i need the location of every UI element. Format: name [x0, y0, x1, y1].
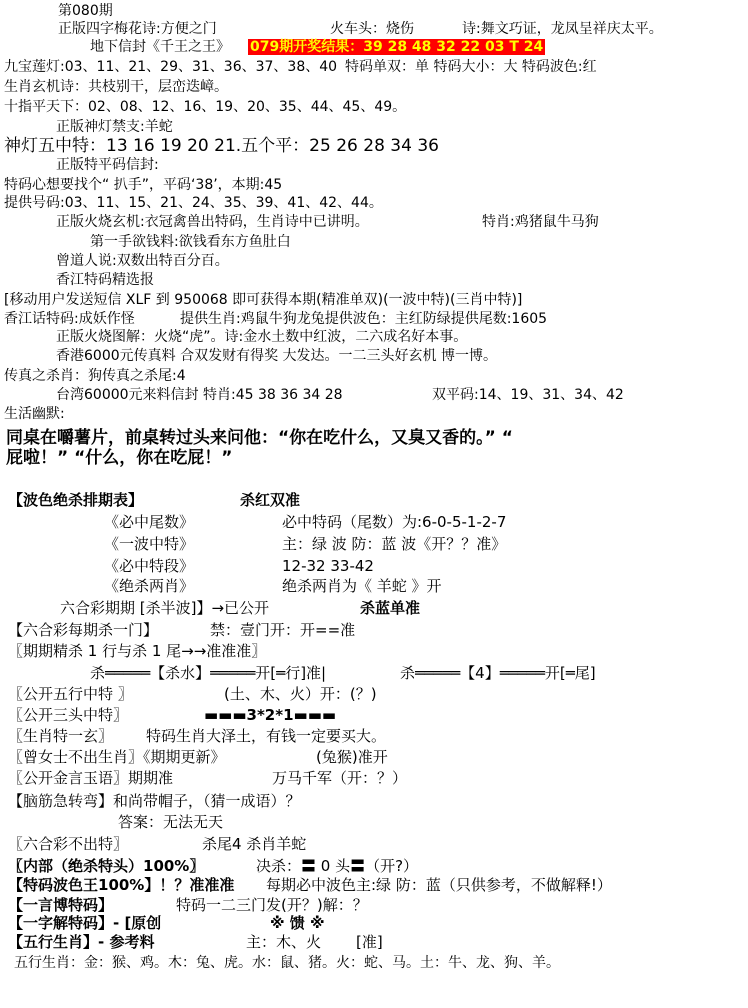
special-thought: 特码心想要找个“ 扒手”，平码‘38’，本期:45 — [4, 177, 283, 193]
riddle-answer: 答案：无法无天 — [118, 813, 224, 831]
ten-fingers: 十指平天下：02、08、12、16、19、20、35、44、45、49。 — [4, 99, 407, 115]
joke-line-2: 屁啦！” “什么，你在吃屁！” — [6, 448, 233, 468]
kill-two-value: 绝杀两肖为《 羊蛇 》开 — [282, 577, 442, 595]
inner-kill-value: 决杀：〓 0 头〓（开?） — [256, 857, 419, 875]
provided-numbers: 提供号码:03、11、15、21、24、35、39、41、42、44。 — [4, 195, 383, 211]
half-wave-label: 六合彩期期 [杀半波]】→已公开 — [60, 599, 270, 617]
kill-two-label: 《绝杀两肖》 — [104, 577, 195, 595]
three-head-value: ▬▬▬3*2*1▬▬▬ — [204, 706, 337, 724]
train-head: 火车头：烧伤 — [330, 21, 414, 37]
fax-kill: 传真之杀肖：狗传真之杀尾:4 — [4, 368, 186, 384]
kill-blue: 杀蓝单准 — [360, 599, 421, 617]
row-kill-label: 〖期期精杀 1 行与杀 1 尾→→准准准〗 — [8, 642, 267, 660]
sms-promo: [移动用户发送短信 XLF 到 950068 即可获得本期(精准单双)(一波中特)(三肖中特)] — [4, 292, 523, 308]
zodiac-poem: 生肖玄机诗：共枝别干，层峦迭嶂。 — [4, 79, 228, 95]
riddle: 【脑筋急转弯】和尚带帽子，（猜一成语）？ — [8, 792, 301, 810]
hk-select: 香江特码精选报 — [56, 272, 154, 288]
special-code-attrs: 特码单双：单 特码大小：大 特码波色:红 — [345, 59, 597, 75]
ms-tseng-label: 〖曾女士不出生肖〗《期期更新》 — [8, 748, 226, 766]
tail-label: 《必中尾数》 — [104, 513, 195, 531]
special-zodiac: 特肖:鸡猪鼠牛马狗 — [482, 214, 599, 230]
table-title: 【波色绝杀排期表】 — [8, 491, 144, 509]
underground-envelope: 地下信封《千王之王》 — [90, 39, 230, 55]
first-hand-material: 第一手欲钱料:欲钱看东方鱼肚白 — [90, 234, 291, 250]
double-flat: 双平码:14、19、31、34、42 — [432, 387, 624, 403]
issue-number: 第080期 — [58, 3, 113, 19]
hk-fax: 香港6000元传真料 合双发财有得奖 大发达。一二三头好玄机 博一博。 — [56, 348, 497, 364]
zodiac-mystery-label: 〖生肖特一玄〗 — [8, 727, 114, 745]
kill-tail: 杀═════【4】═════开[═尾] — [400, 664, 596, 682]
lotus-lamp: 九宝莲灯:03、11、21、29、31、36、37、38、40 — [4, 59, 338, 75]
kill-gate-label: 【六合彩每期杀一门】 — [8, 621, 159, 639]
five-element-value: (土、木、火）开：(？) — [224, 685, 377, 703]
taiwan-envelope: 台湾60000元来料信封 特肖:45 38 36 34 28 — [56, 387, 343, 403]
flat-envelope: 正版特平码信封: — [56, 157, 159, 173]
hk-talk: 香江话特码:成妖作怪 — [4, 311, 135, 327]
joke-line-1: 同桌在嚼薯片，前桌转过头来问他：“你在吃什么，又臭又香的。” “ — [6, 428, 513, 448]
no-special-label: 〖六合彩不出特〗 — [8, 835, 129, 853]
humor-title: 生活幽默: — [4, 406, 65, 422]
five-zodiac-label: 【五行生肖】- 参考料 — [8, 933, 155, 951]
five-zodiac-main: 主：木、火 — [246, 933, 322, 951]
segment-value: 12-32 33-42 — [282, 557, 374, 575]
kill-red: 杀红双准 — [240, 491, 301, 509]
five-zodiac-list: 五行生肖：金：猴、鸡。木：兔、虎。水：鼠、猪。火：蛇、马。土：牛、龙、狗、羊。 — [14, 955, 560, 971]
tseng-said: 曾道人说:双数出特百分百。 — [56, 253, 229, 269]
lamp-ban: 正版神灯禁支:羊蛇 — [56, 119, 173, 135]
golden-words-value: 万马千军（开：？） — [272, 769, 408, 787]
fire-figure: 正版火烧图解：火烧“虎”。诗:金水土数中红波，二六成名好本事。 — [56, 329, 468, 345]
lamp-five: 神灯五中特：13 16 19 20 21.五个平：25 26 28 34 36 — [4, 136, 439, 156]
provided-zodiac: 提供生肖:鸡鼠牛狗龙兔提供波色：主红防绿提供尾数:1605 — [180, 311, 548, 327]
wave-king-value: 每期必中波色主:绿 防：蓝（只供参考，不做解释!） — [266, 876, 612, 894]
ms-tseng-value: (兔猴)准开 — [316, 748, 388, 766]
zodiac-mystery-value: 特码生肖大泽土，有钱一定要买大。 — [146, 727, 387, 745]
result-banner: 079期开奖结果：39 28 48 32 22 03 T 24 — [250, 39, 544, 55]
one-char-value: ※ 馈 ※ — [270, 914, 325, 932]
one-word-value: 特码一二三门发(开？)解：？ — [176, 896, 368, 914]
wave-label: 《一波中特》 — [104, 535, 195, 553]
five-zodiac-accurate: [准] — [356, 933, 383, 951]
poem-text: 诗:舞文巧证，龙凤呈祥庆太平。 — [462, 21, 663, 37]
one-char-label: 【一字解特码】- [原创 — [8, 914, 162, 932]
three-head-label: 〖公开三头中特〗 — [8, 706, 129, 724]
segment-label: 《必中特段》 — [104, 557, 195, 575]
wave-king-label: 【特码波色王100%】！？准准准 — [8, 876, 235, 894]
fire-mystery: 正版火烧玄机:衣冠禽兽出特码，生肖诗中已讲明。 — [56, 214, 369, 230]
tail-value: 必中特码（尾数）为:6-0-5-1-2-7 — [282, 513, 507, 531]
no-special-value: 杀尾4 杀肖羊蛇 — [202, 835, 307, 853]
kill-gate-value: 禁：壹门开：开==准 — [210, 621, 356, 639]
five-element-label: 〖公开五行中特 〗 — [8, 685, 133, 703]
kill-water: 杀═════【杀水】═════开[═行]准| — [90, 664, 327, 682]
plum-poem: 正版四字梅花诗:方便之门 — [58, 21, 217, 37]
inner-kill-label: 〖内部（绝杀特头）100%〗 — [8, 857, 205, 875]
golden-words-label: 〖公开金言玉语〗期期准 — [8, 769, 174, 787]
wave-value: 主：绿 波 防：蓝 波《开？？准》 — [282, 535, 507, 553]
one-word-label: 【一言博特码】 — [8, 896, 114, 914]
